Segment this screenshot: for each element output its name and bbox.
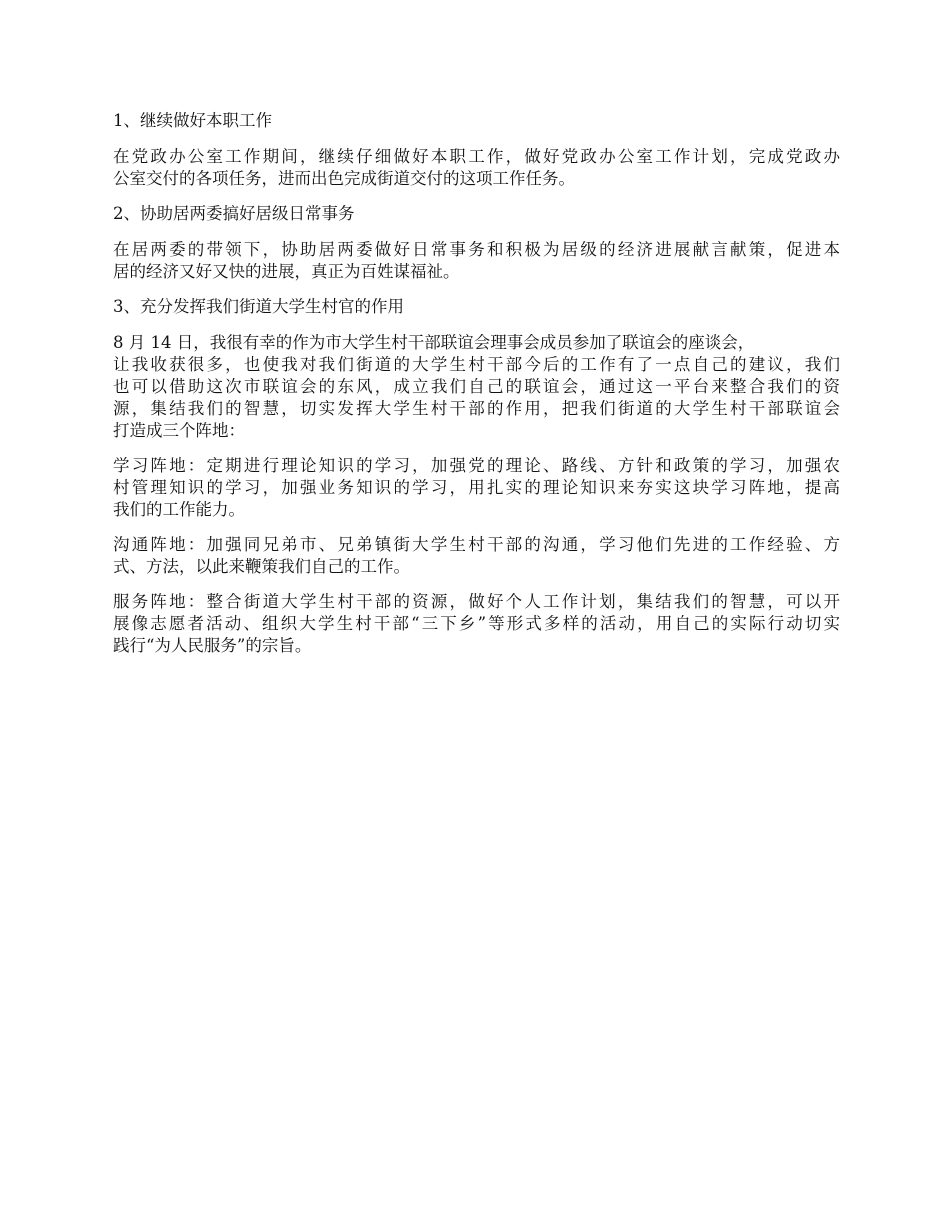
text-line: 沟通阵地：加强同兄弟市、兄弟镇街大学生村干部的沟通，学习他们先进的工作经验、方 <box>113 535 840 554</box>
text-line: 村管理知识的学习，加强业务知识的学习，用扎实的理论知识来夯实这块学习阵地，提高 <box>113 478 840 497</box>
section-3-paragraph-1 <box>113 332 840 442</box>
text-line: 8 月 14 日，我很有幸的作为市大学生村干部联谊会理事会成员参加了联谊会的座谈会， <box>113 333 755 352</box>
section-2-paragraph-1 <box>113 239 840 283</box>
text-line: 在居两委的带领下，协助居两委做好日常事务和积极为居级的经济进展献言献策，促进本 <box>113 240 840 259</box>
text-line: 学习阵地：定期进行理论知识的学习，加强党的理论、路线、方针和政策的学习，加强农 <box>113 456 840 475</box>
section-heading-2: 2、协助居两委搞好居级日常事务 <box>113 204 355 223</box>
document-page <box>113 110 840 670</box>
text-line: 打造成三个阵地： <box>113 421 245 440</box>
text-line: 我们的工作能力。 <box>113 500 245 519</box>
section-1-paragraph-1 <box>113 146 840 190</box>
section-3-paragraph-communication <box>113 534 840 578</box>
text-line: 践行“为人民服务”的宗旨。 <box>113 636 312 655</box>
text-line: 让我收获很多，也使我对我们街道的大学生村干部今后的工作有了一点自己的建议，我们 <box>113 355 840 374</box>
section-heading-1: 1、继续做好本职工作 <box>113 111 272 130</box>
section-3-paragraph-service <box>113 591 840 657</box>
section-3-paragraph-study <box>113 455 840 521</box>
text-line: 公室交付的各项任务，进而出色完成街道交付的这项工作任务。 <box>113 169 575 188</box>
text-line: 在党政办公室工作期间，继续仔细做好本职工作，做好党政办公室工作计划，完成党政办 <box>113 147 840 166</box>
text-line: 居的经济又好又快的进展，真正为百姓谋福祉。 <box>113 262 460 281</box>
text-line: 也可以借助这次市联谊会的东风，成立我们自己的联谊会，通过这一平台来整合我们的资 <box>113 377 840 396</box>
text-line: 源，集结我们的智慧，切实发挥大学生村干部的作用，把我们街道的大学生村干部联谊会 <box>113 399 840 418</box>
text-line: 式、方法，以此来鞭策我们自己的工作。 <box>113 557 410 576</box>
text-line: 服务阵地：整合街道大学生村干部的资源，做好个人工作计划，集结我们的智慧，可以开 <box>113 592 840 611</box>
text-line: 展像志愿者活动、组织大学生村干部“三下乡”等形式多样的活动，用自己的实际行动切实 <box>113 614 840 633</box>
section-heading-3: 3、充分发挥我们街道大学生村官的作用 <box>113 297 404 316</box>
